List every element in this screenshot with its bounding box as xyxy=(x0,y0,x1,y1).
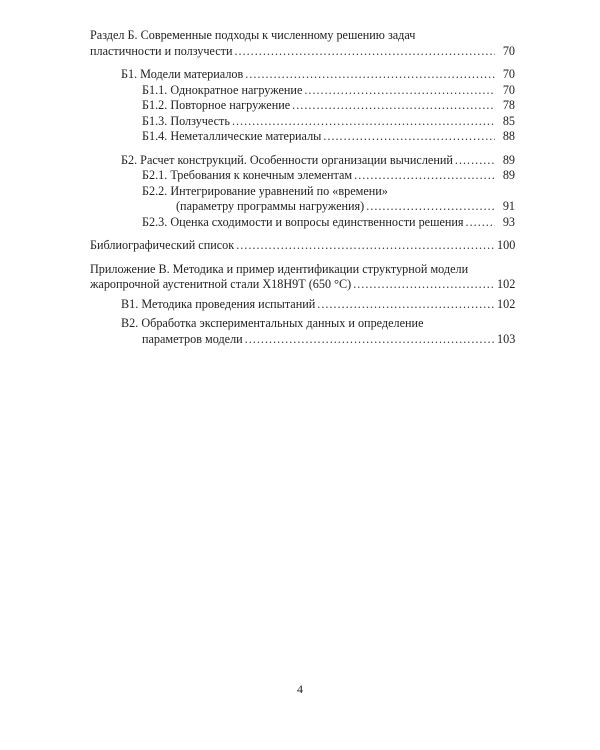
toc-entry-label: Б1.2. Повторное нагружение xyxy=(142,98,291,112)
toc-entry-b2-3[interactable] xyxy=(90,215,515,231)
toc-entry-b1-2[interactable] xyxy=(90,98,515,114)
toc-entry-appendix-v[interactable] xyxy=(90,277,515,293)
toc-entry-b1-3[interactable] xyxy=(90,114,515,130)
toc-page-number: 102 xyxy=(497,296,516,311)
toc-entry-b2-2[interactable] xyxy=(90,199,515,215)
toc-entry-label: параметров модели xyxy=(142,331,243,346)
leader-dots xyxy=(354,168,495,184)
toc-appendix-v-heading xyxy=(90,262,515,278)
toc-entry-b1-4[interactable] xyxy=(90,129,515,145)
toc-entry-label: Б1.1. Однократное нагружение xyxy=(142,82,303,97)
toc-entry-label: Б2.3. Оценка сходимости и вопросы единственности решения xyxy=(142,214,464,229)
toc-entry-label: Б1. Модели материалов xyxy=(121,67,244,81)
toc-page-number: 70 xyxy=(502,67,515,81)
toc-entry-b1-1[interactable] xyxy=(90,83,515,99)
toc-v2-heading xyxy=(90,316,515,332)
toc-page-number: 70 xyxy=(502,82,515,97)
leader-dots xyxy=(234,44,495,60)
toc-page-number: 91 xyxy=(502,199,515,213)
table-of-contents xyxy=(90,28,515,347)
toc-entry-label: Библиографический список xyxy=(90,238,235,252)
leader-dots xyxy=(304,83,495,99)
toc-entry-label: Б2.2. Интегрирование уравнений по «времени» xyxy=(142,183,388,198)
page-number-footer: 4 xyxy=(297,682,303,696)
toc-page-number: 102 xyxy=(497,277,516,291)
toc-entry-label: Б1.4. Неметаллические материалы xyxy=(142,129,322,143)
toc-section-b-line2: пластичности и ползучести xyxy=(90,43,233,58)
toc-entry-label: Б1.3. Ползучесть xyxy=(142,113,230,128)
toc-section-b-line1: Раздел Б. Современные подходы к численному решению задач xyxy=(90,28,416,42)
leader-dots xyxy=(366,199,495,215)
toc-entry-label: жаропрочной аустенитной стали Х18Н9Т (650 °С) xyxy=(90,277,352,291)
toc-entry-label: Приложение В. Методика и пример идентификации структурной модели xyxy=(90,261,469,276)
toc-page-number: 100 xyxy=(497,238,516,252)
toc-entry-section-b[interactable] xyxy=(90,44,515,60)
toc-entry-b2[interactable] xyxy=(90,153,515,169)
toc-entry-b2-1[interactable] xyxy=(90,168,515,184)
toc-page-number: 89 xyxy=(502,152,515,167)
leader-dots xyxy=(245,332,495,348)
toc-entry-label: В2. Обработка экспериментальных данных и определение xyxy=(121,316,424,330)
leader-dots xyxy=(323,129,495,145)
toc-entry-b2-2-heading xyxy=(90,184,515,200)
leader-dots xyxy=(317,297,495,313)
toc-page-number: 88 xyxy=(502,129,515,143)
toc-entry-label: В1. Методика проведения испытаний xyxy=(121,296,316,311)
leader-dots xyxy=(236,238,495,254)
toc-entry-b1[interactable] xyxy=(90,67,515,83)
toc-page-number: 70 xyxy=(502,43,515,58)
toc-entry-v2[interactable] xyxy=(90,332,515,348)
toc-entry-label: (параметру программы нагружения) xyxy=(176,199,365,213)
toc-page-number: 85 xyxy=(502,113,515,128)
toc-entry-label: Б2.1. Требования к конечным элементам xyxy=(142,168,353,182)
toc-section-b-heading xyxy=(90,28,515,44)
toc-page-number: 78 xyxy=(502,98,515,112)
leader-dots xyxy=(245,67,495,83)
leader-dots xyxy=(292,98,495,114)
leader-dots xyxy=(455,153,495,169)
toc-page-number: 93 xyxy=(502,214,515,229)
toc-entry-label: Б2. Расчет конструкций. Особенности организации вычислений xyxy=(121,152,453,167)
toc-page-number: 89 xyxy=(502,168,515,182)
toc-entry-v1[interactable] xyxy=(90,297,515,313)
leader-dots xyxy=(353,277,495,293)
leader-dots xyxy=(232,114,495,130)
toc-page-number: 103 xyxy=(497,331,516,346)
leader-dots xyxy=(466,215,495,231)
toc-entry-bibliography[interactable] xyxy=(90,238,515,254)
